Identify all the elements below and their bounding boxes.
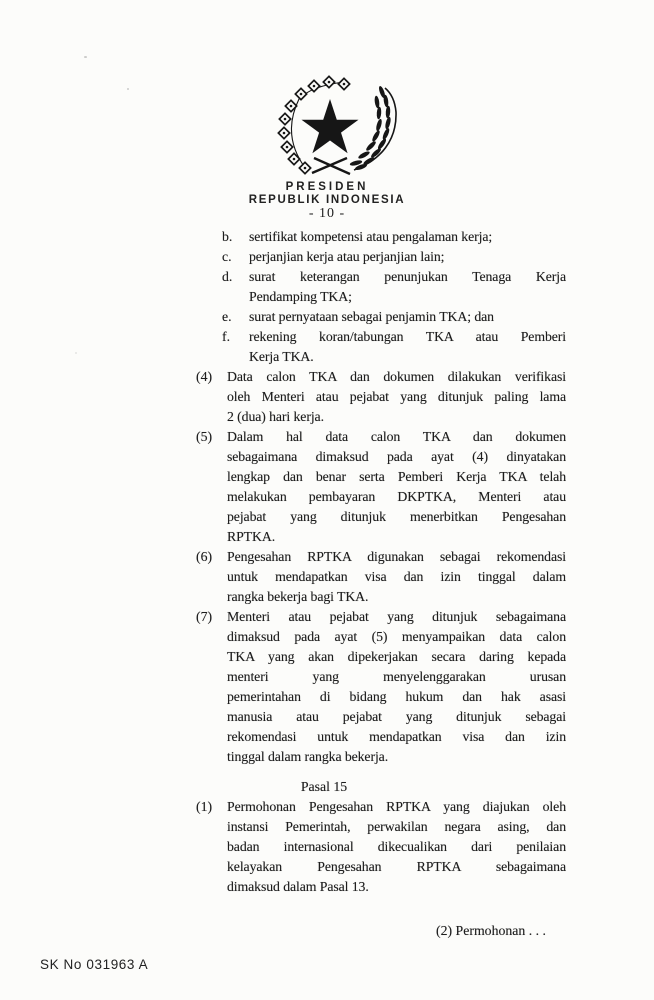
item-text [227,547,566,607]
list-item [222,327,566,367]
section-heading-pasal-15: Pasal 15 [300,779,348,794]
item-marker: d. [222,269,233,284]
text-line: dimaksud pada ayat (5) menyampaikan data calon [227,629,566,644]
item-marker: (4) [196,369,213,384]
item-text [227,367,566,427]
item-text [249,247,566,267]
scan-speck [127,88,129,90]
text-line: pemerintahan di bidang hukum dan hak asasi [227,689,566,704]
item-marker: (6) [196,549,213,564]
text-line: Dalam hal data calon TKA dan dokumen [227,429,566,444]
text-line: RPTKA. [227,529,276,544]
lettered-list [196,227,566,367]
list-item [222,227,566,247]
text-line: menteri yang menyelenggarakan urusan [227,669,566,684]
letterhead-presiden: PRESIDEN [285,181,369,193]
text-line: TKA yang akan dipekerjakan secara daring kepada [227,649,566,664]
item-text [227,427,566,547]
list-item [222,307,566,327]
item-text [227,607,566,767]
item-marker: f. [222,329,231,344]
letterhead-republik-indonesia: REPUBLIK INDONESIA [248,194,406,206]
text-line: pejabat yang ditunjuk menerbitkan Pengesahan [227,509,566,524]
text-line: sertifikat kompetensi atau pengalaman kerja; [249,229,493,244]
item-text [249,327,566,367]
item-text [249,227,566,247]
text-line: lengkap dan benar serta Pemberi Kerja TKA telah [227,469,566,484]
footer-serial-number: SK No 031963 A [40,957,149,972]
text-line: Kerja TKA. [249,349,314,364]
text-line: Menteri atau pejabat yang ditunjuk sebagaimana [227,609,566,624]
item-marker: (7) [196,609,213,624]
text-line: kelayakan Pengesahan RPTKA sebagaimana [227,859,566,874]
scan-speck [84,56,87,58]
body-text-column [196,227,566,941]
text-line: perjanjian kerja atau perjanjian lain; [249,249,445,264]
item-text [249,307,566,327]
section-item-list [196,797,566,897]
text-line: rangka bekerja bagi TKA. [227,589,369,604]
text-line: surat keterangan penunjukan Tenaga Kerja [249,269,566,284]
star-icon [302,99,359,153]
text-line: rekomendasi untuk mendapatkan visa dan izin [227,729,566,744]
item-text [249,267,566,307]
catchword: (2) Permohonan . . . [436,923,546,938]
text-line: manusia atau pejabat yang ditunjuk sebagai [227,709,566,724]
text-line: melakukan pembayaran DKPTKA, Menteri atau [227,489,566,504]
text-line: rekening koran/tabungan TKA atau Pemberi [249,329,566,344]
page-number: - 10 - [308,206,346,221]
text-line: Permohonan Pengesahan RPTKA yang diajukan oleh [227,799,566,814]
item-text [227,797,566,897]
item-marker: c. [222,249,232,264]
list-item [196,607,566,767]
list-item [196,427,566,547]
item-marker: e. [222,309,232,324]
list-item [196,367,566,427]
numbered-list [196,367,566,767]
text-line: dimaksud dalam Pasal 13. [227,879,369,894]
list-item [222,267,566,307]
presidential-star-wreath-emblem [260,74,410,178]
text-line: tinggal dalam rangka bekerja. [227,749,389,764]
list-item [196,547,566,607]
text-line: Pendamping TKA; [249,289,352,304]
item-marker: b. [222,229,233,244]
text-line: Pengesahan RPTKA digunakan sebagai rekomendasi [227,549,566,564]
text-line: 2 (dua) hari kerja. [227,409,324,424]
text-line: oleh Menteri atau pejabat yang ditunjuk paling lama [227,389,566,404]
list-item [222,247,566,267]
text-line: Data calon TKA dan dokumen dilakukan verifikasi [227,369,566,384]
text-line: instansi Pemerintah, perwakilan negara asing, dan [227,819,566,834]
scan-speck [75,352,77,354]
list-item [196,797,566,897]
text-line: surat pernyataan sebagai penjamin TKA; dan [249,309,494,324]
item-marker: (5) [196,429,213,444]
text-line: untuk mendapatkan visa dan izin tinggal dalam [227,569,566,584]
text-line: sebagaimana dimaksud pada ayat (4) dinyatakan [227,449,566,464]
text-line: badan internasional dikecualikan dari penilaian [227,839,566,854]
item-marker: (1) [196,799,213,814]
